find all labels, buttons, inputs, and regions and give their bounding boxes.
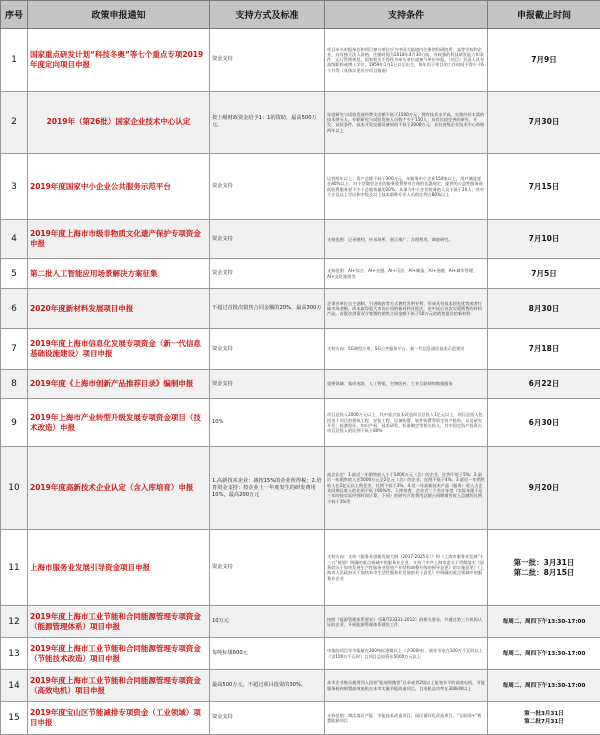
policy-name[interactable]: 2019年度国家中小企业公共服务示范平台: [28, 154, 210, 220]
row-seq: 3: [1, 154, 28, 220]
row-seq: 10: [1, 447, 28, 530]
deadline: 8月30日: [488, 289, 600, 329]
deadline: 9月20日: [488, 447, 600, 530]
support-method: 资金支持: [210, 701, 325, 734]
header-conditions: 支持条件: [325, 1, 488, 29]
support-conditions: 运营两年以上；资产总额不低于300万元，年服务中小企业150家以上，用户满意度在80%以上；对小型微型企业的服务收费要有合理的优惠规定，提供的公益性服务或低收费服务要不少于总服务量的20%，从事为中小企业服务的人员不低于20人，其中大专及以上学历和中级及以上技术职称专业人员的比例占80%以上: [325, 154, 488, 220]
support-method: 资金支持: [210, 529, 325, 605]
policy-name[interactable]: 2020年度新材料发展项目申报: [28, 289, 210, 329]
support-method: 1.高新技术企业：减按15%的企业所得税；2.培育资金支持：按企业上一年度发生的研发费用10%，最高200万元: [210, 447, 325, 530]
table-row: [1, 259, 600, 289]
deadline-line: 第一批3月31日: [524, 710, 564, 717]
deadline: 7月15日: [488, 154, 600, 220]
deadline: 7月30日: [488, 91, 600, 154]
support-method: 按上级财政资金给予1：1的资助，最高500万元。: [210, 91, 325, 154]
row-seq: 9: [1, 399, 28, 447]
support-conditions: 重要领域：集成电路、人工智能、生物医药、工业互联网和数据服务: [325, 369, 488, 399]
table-row: [1, 670, 600, 702]
support-conditions: 高企认定：1.最近一年销售收入小于5000万元（含）的企业，比例不低于5%；2.最近一年销售收入在5000万元至2亿元（含）的企业，比例不低于4%；3.最近一年销售收入在2亿元以上的企业，比例不低于3%。4.近一年高新技术产品（服务）收入占企业同期总收入的比例不低于60%等。入库培育：企业近三个会计年度（实际年限不足三年的按实际经营时间计算，下同）的研究开发费用总额占同期销售收入总额的比例不低于3%等: [325, 447, 488, 530]
row-seq: 1: [1, 29, 28, 92]
deadline: [488, 701, 600, 734]
policy-name[interactable]: 2019年度上海市工业节能和合同能源管理专项资金（能源管理体系）项目申报: [28, 606, 210, 638]
support-method: 资金支持: [210, 259, 325, 289]
row-seq: 8: [1, 369, 28, 399]
row-seq: 11: [1, 529, 28, 605]
support-conditions: 支持范围：AI+综合、AI+交通、AI+司法、AI+制造、AI+金融、AI+城市管理、AI+文化旅游等: [325, 259, 488, 289]
deadline: 6月22日: [488, 369, 600, 399]
row-seq: 12: [1, 606, 28, 638]
table-row: [1, 447, 600, 530]
policy-name[interactable]: 2019年度《上海市创新产品推荐目录》编制申报: [28, 369, 210, 399]
header-name: 政策申报通知: [28, 1, 210, 29]
support-conditions: 项目总投入2000万元以上，其中重点技术改造项目总投入1亿元以上，项目总投入包括用于项目的建筑工程、安装工程、设备购置、软件购置等固定资产投资，以及研究开发、检测验证、知识产权、技术研发、标准制定等相关投入，其中固定资产投资占项目总投入的比例不低于80%: [325, 399, 488, 447]
deadline: 每周二、周四下午13:30-17:00: [488, 606, 600, 638]
table-row: [1, 399, 600, 447]
policy-name[interactable]: 2019年上海市产业转型升级发展专项资金项目（技术改造）申报: [28, 399, 210, 447]
support-conditions: 支持范围：记录建档、传承场所、展示推广、合理利用、调查研究。: [325, 220, 488, 259]
header-deadline: 申报截止时间: [488, 1, 600, 29]
support-method: 资金支持: [210, 369, 325, 399]
deadline: 每周二、周四下午13:30-17:00: [488, 670, 600, 702]
table-row: [1, 638, 600, 670]
deadline: 每周二、周四下午13:30-17:00: [488, 638, 600, 670]
table-row: [1, 529, 600, 605]
policy-name[interactable]: 上海市服务业发展引导资金项目申报: [28, 529, 210, 605]
row-seq: 7: [1, 329, 28, 369]
support-method: 不超过首批次销售合同金额的20%，最高300万: [210, 289, 325, 329]
support-conditions: 申报的项目年节能量在300吨标准煤以上（含300吨），或年节电在100万千瓦时以上（含100万千瓦时）且项目总投资在5000万元以上: [325, 638, 488, 670]
table-row: [1, 329, 600, 369]
deadline: [488, 529, 600, 605]
support-conditions: 支持范围：淘汰落后产能、节能技术改造项目、园区循环化改造项目、“互联网+”智慧能源项目: [325, 701, 488, 734]
deadline: 6月30日: [488, 399, 600, 447]
deadline: 7月9日: [488, 29, 600, 92]
table-row: [1, 91, 600, 154]
support-method: 每吨标煤600元: [210, 638, 325, 670]
policy-name[interactable]: 2019年（第26批）国家企业技术中心认定: [28, 91, 210, 154]
policy-name[interactable]: 2019年度上海市工业节能和合同能源管理专项资金（节能技术改造）项目申报: [28, 638, 210, 670]
support-conditions: 支持方向：支持《服务业创新发展大纲（2017-2025年）》和《上海市服务业发展“十三五”规划》明确的重点领域中的服务业企业、支持《中共上海市委关于贯彻落实《国务院关于加快发展生产性服务业促进产业结构调整升级的指导意见》的实施意见》《上海市人民政府关于加快本市生活性服务业发展的若干意见》中明确的重点领域中的服务业企业: [325, 529, 488, 605]
policy-name[interactable]: 第二批人工智能应用场景解决方案征集: [28, 259, 210, 289]
support-method: 最高500万元，不超过项目投资的30%。: [210, 670, 325, 702]
policy-name[interactable]: 2019年度高新技术企业认定（含入库培育）申报: [28, 447, 210, 530]
deadline-line: 第一批：3月31日: [513, 557, 575, 567]
row-seq: 14: [1, 670, 28, 702]
table-row: [1, 606, 600, 638]
policy-name[interactable]: 2019年度上海市工业节能和合同能源管理专项资金（高效电机）项目申报: [28, 670, 210, 702]
row-seq: 5: [1, 259, 28, 289]
support-method: 资金支持: [210, 29, 325, 92]
header-row: [1, 1, 600, 29]
table-row: [1, 369, 600, 399]
policy-name[interactable]: 国家重点研发计划“科技冬奥”等七个重点专项2019年度定向项目申报: [28, 29, 210, 92]
table-row: [1, 289, 600, 329]
support-method: 资金支持: [210, 329, 325, 369]
row-seq: 6: [1, 289, 28, 329]
support-conditions: 按照《能源管理体系要求》（GB/T23331-2012）的相关要求，并通过第三方机构认证的企业，开展能源管理体系建设工作: [325, 606, 488, 638]
deadline: 7月10日: [488, 220, 600, 259]
deadline: 7月5日: [488, 259, 600, 289]
support-conditions: 企事业单位自主创制、引进吸收等方式拥有发明专利，形成具有技术领先优势或者打破市场垄断，尚未取得重大市场应用的新材料首批次，由中试后首次实现销售的材料产品，首批次供需双方签署的销售合同金额不低于50万元的销售批次的新材料: [325, 289, 488, 329]
support-conditions: 本市企业购买使用列入国家“能效领跑者”目录或者2级以上能效水平的高效电机，节能服务机构购置高效电机在本市实施节能改造项目，且电机总功率在300kW以上: [325, 670, 488, 702]
support-method: 10万元: [210, 606, 325, 638]
support-method: 10%: [210, 399, 325, 447]
deadline-line: 第二批：8月15日: [513, 567, 575, 577]
row-seq: 15: [1, 701, 28, 734]
policy-name[interactable]: 2019年度宝山区节能减排专项资金（工业领域）项目申报: [28, 701, 210, 734]
deadline: 7月18日: [488, 329, 600, 369]
deadline-line: 第二批7月31日: [524, 718, 564, 725]
support-conditions: 年度研究与试验发展经费支出额不低于1500万元；拥有技术水平高、实践经验丰富的技术带头人，专职研究与试验发展人员数不少于150人；具有比较完善的研究、开发、试验条件，技术开发仪器设备原值不低于2000万元；具有省级企业技术中心资格两年以上: [325, 91, 488, 154]
table-row: [1, 701, 600, 734]
row-seq: 4: [1, 220, 28, 259]
row-seq: 13: [1, 638, 28, 670]
table-row: [1, 29, 600, 92]
support-method: 资金支持: [210, 220, 325, 259]
header-method: 支持方式及标准: [210, 1, 325, 29]
table-row: [1, 220, 600, 259]
support-conditions: 项目牵头申报单位和项目参与单位应为中国大陆境内注册的科研院所、高等学校和企业，具有独立法人资格，注册时间为2018年4月30日前，有较强的科技研发能力和条件，运行管理规范。国家机关不得作为牵头单位或参与单位申报。（项目）负责人具有高级职称或博士学位，1959年1月1日以后出生，每年用于项目的工作时间不得少于6个月等（具体详见对应项目指南）: [325, 29, 488, 92]
table-row: [1, 154, 600, 220]
row-seq: 2: [1, 91, 28, 154]
header-seq: 序号: [1, 1, 28, 29]
policy-name[interactable]: 2019年度上海市市级非物质文化遗产保护专项资金申报: [28, 220, 210, 259]
support-conditions: 支持方向：5G典型应用、5G公共服务平台、新一代信息通信技术示范建设: [325, 329, 488, 369]
policy-name[interactable]: 2019年度上海市信息化发展专项资金（新一代信息基础设施建设）项目申报: [28, 329, 210, 369]
support-method: 资金支持: [210, 154, 325, 220]
